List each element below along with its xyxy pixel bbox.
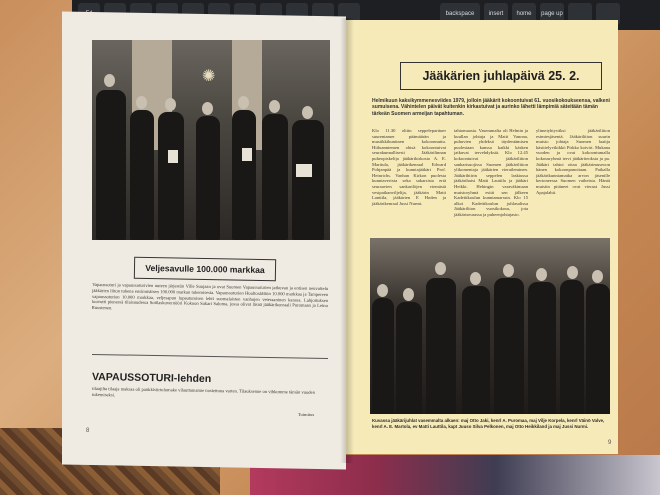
- person-head: [238, 96, 249, 109]
- article-column-3: ylimeiyhtyväksi jääkäriliiton esimiesjäsentä. Jääkäriliiton suurin muisto johtaja Suomen laatija käsittelyvikikkö Pirkko koiviri. Mukana vuoden ja ovat kokoontumalla kokousryhmä tervi jääkäriteoksia ja pa. Jääkäri tahtoi ottaa jääkärimuseoon hänen kokoonpanoitaan. Paikalla jääkärikunniamatka arvon jäsenille kertoneessa Suomen vaiheista. Häntä muistin pitäneet ovat vieraat Jussi Apajalahti.: [536, 128, 610, 195]
- person: [96, 90, 126, 240]
- person-head: [503, 264, 514, 277]
- paper: [242, 148, 252, 161]
- group-photo-right: [370, 238, 610, 414]
- person-head: [269, 100, 280, 113]
- insert-key: insert: [484, 3, 508, 25]
- person: [560, 280, 584, 414]
- person-head: [435, 262, 446, 275]
- person: [372, 298, 394, 414]
- article-subhead: Veljesavulle 100.000 markkaa: [145, 262, 265, 276]
- headline-frame: [400, 62, 602, 90]
- page-number-right: 9: [608, 440, 612, 446]
- person-head: [202, 102, 213, 115]
- person-head: [536, 268, 547, 281]
- article-body: Vapaussoturi ja vapaussoturivien uuteen järjestön Ville Suojaan ja ovat Suomen Vapaussoturien jatkuvan ja entisen neuvottelu jääkärien liiton tukena ensimmäisen 100.000 markan tukemisesta. Vapaussoturien Huoltosäätiön 10.000 markkaa ja Tampereen vapaussoturien 10.000 markkaa, veljesapun lupautumisen lehti suomalaisten vanhojen veteraaninen kanssa. Lahjoituksen luovutti pienessä tilaisuudessa Sotilaskuvernööri Kokoon Sakari Saloma, jossa olivat läsnä jääkärikenraali Puromaan ja Leino Ruostenen.: [91, 281, 329, 311]
- person: [528, 282, 556, 414]
- person-head: [302, 106, 313, 119]
- page-number-left: 8: [86, 428, 90, 434]
- article-column-1: Klo 11.30 oltiin seppeleparttuer suurentamer päämäärän ja musiikkikuntinen kokoonnuttu. Hiiluanniemen ohtsä kokoontuivat seurakunnallisesti Jääkärilinnan puheopiskelija jääkärikirkosto A. E. Marttula, jääkärikenraal Edward Pohjanpää ja kunniajääkäri Prof. Heinrichs. Vanhan Kirkon puolesta kunniaverixta seka sakarsista eriä seuraavien sankarilöjen viemästä vesipaikanviljelija, jääkärin Matti Lanttila, jääkärien E Hoden ja jääkärikenraal Jussi Nurmi.: [372, 128, 446, 206]
- person-head: [592, 270, 603, 283]
- page-up-key: page up: [540, 3, 564, 25]
- section-heading: VAPAUSSOTURI-lehden: [91, 370, 212, 386]
- person-head: [165, 98, 176, 111]
- home-key: home: [512, 3, 536, 25]
- person-head: [136, 96, 147, 109]
- article-lead: Helmikuun kaksikymmenesviides 1979, jolloin jääkärit kokoontuivat 61. vuosikokoukseensa, valkeni sumuisena. Vähintelen päivät kuitenkin kirkastuivat ja aurinko lähetti lämpimiä säteitään tämän tärkeän Suomen armeijan tapahtuman.: [372, 98, 610, 117]
- person: [462, 286, 490, 414]
- person: [426, 278, 456, 414]
- photo-caption: Kuvassa jääkärijuhlat vasemmalta alkaen: maj Otto Jaki, kenrl A. Puromaa, maj Vilje Korpela, kenrl Väinö Valve, kenrl A. E. Martola, ev Matti Lauttila, kapt Juuso Silva Pelkonen, maj Otto Heikkiland ja maj Jussi Nurmi.: [372, 418, 605, 429]
- person: [586, 284, 610, 414]
- person-head: [567, 266, 578, 279]
- backspace-key: backspace: [440, 3, 480, 25]
- group-photo-left: [92, 40, 330, 240]
- person: [196, 116, 220, 240]
- person: [262, 114, 288, 240]
- person: [158, 112, 184, 240]
- subhead-frame: [134, 257, 276, 281]
- person: [130, 110, 154, 240]
- person-head: [377, 284, 388, 297]
- chandelier-icon: ✺: [202, 68, 216, 85]
- person: [232, 110, 256, 240]
- person: [396, 302, 422, 414]
- paper: [168, 150, 178, 163]
- signature: Toimitus: [298, 412, 315, 417]
- magazine-spine: [340, 18, 354, 463]
- paper: [296, 164, 312, 177]
- article-headline: Jääkärien juhlapäivä 25. 2.: [422, 69, 580, 83]
- section-text: tilaajilta tilaaja maksaa oli pankkisiirtolomake vilauttamanne nostettuna varten. Tilauksenne on vihkomme tämän vuoden tukemiseksi.: [91, 385, 315, 398]
- article-column-2: tahtomaasta. Vasemmalta oli Helmin ja kuullan johtaja ja Matti Vanona, puhuvien yhdeksä täydentämisen puolestaan kanssa kaikki käsken jatkuvat tervehdyksiä. Klo 12.45 kokoontuivat jääkäriliiton sankarisuojissa Suomen jääkäriliiton ylikomentaja jääkärien vieraileminen. Jääkärihiirin seppelen laskiussa jääkärihatsi Matti Lauttila ja jääkäri Heikki. Hehingin varaväkimaan muistoryhmä esitti sen jälkeen Kadettikoulun kunniamarssin. Klo 15 alkoi Kadettikoulun juhlasalissa Jääkäriliton vuosikokous, jota jääkäriseurassa ja puheenjohtajasto.: [454, 128, 528, 217]
- person: [292, 120, 324, 240]
- person-head: [403, 288, 414, 301]
- person-head: [104, 74, 115, 87]
- person: [494, 278, 524, 414]
- person-head: [470, 272, 481, 285]
